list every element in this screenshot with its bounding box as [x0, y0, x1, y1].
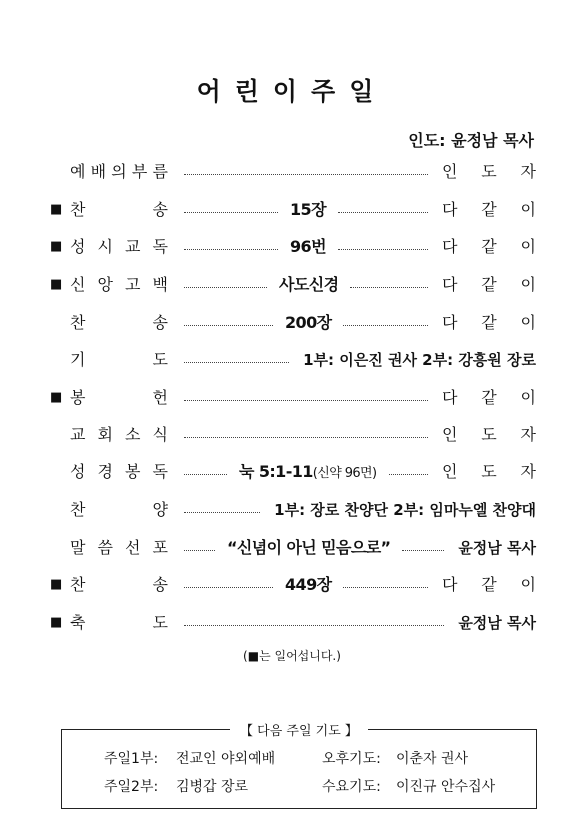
worship-item-label: 말 씀 선 포 — [70, 538, 168, 557]
standing-marker: ■ — [50, 390, 63, 405]
worship-item — [50, 386, 536, 410]
worship-item-detail: 사도신경 — [279, 275, 339, 294]
worship-item-leader: 윤정남 목사 — [458, 539, 536, 557]
worship-item-label: 찬 송 — [70, 313, 168, 332]
dot-leader — [184, 573, 273, 588]
worship-item — [50, 536, 536, 560]
worship-item-label: 예 배 의 부 름 — [70, 162, 168, 181]
worship-item-leader: 1부: 이은진 권사 2부: 강흥원 장로 — [303, 351, 536, 369]
service-leader: 인도: 윤정남 목사 — [408, 131, 534, 150]
standing-marker: ■ — [50, 202, 63, 217]
standing-marker: ■ — [50, 277, 63, 292]
dot-leader — [338, 235, 428, 250]
worship-item-leader: 1부: 장로 찬양단 2부: 임마누엘 찬양대 — [274, 501, 536, 519]
worship-item-leader: 다 같 이 — [442, 237, 536, 256]
worship-item — [50, 311, 536, 335]
worship-item-leader: 다 같 이 — [442, 275, 536, 294]
dot-leader — [184, 160, 428, 175]
worship-item-detail: 449장 — [285, 575, 332, 594]
next-week-prayer-box — [61, 724, 537, 809]
worship-item-label: 찬 송 — [70, 200, 168, 219]
dot-leader — [184, 348, 289, 363]
worship-item-leader: 인 도 자 — [442, 162, 536, 181]
worship-item — [50, 423, 536, 447]
dot-leader — [184, 611, 444, 626]
page-title: 어린이주일 — [196, 77, 388, 106]
dot-leader — [184, 311, 273, 326]
prayer-item: 주일1부: 전교인 야외예배 — [104, 751, 276, 767]
worship-item-label: 봉 헌 — [70, 388, 168, 407]
standing-marker: ■ — [50, 239, 63, 254]
worship-item — [50, 498, 536, 522]
worship-item — [50, 611, 536, 635]
standing-marker: ■ — [50, 577, 63, 592]
dot-leader — [402, 536, 444, 551]
dot-leader — [184, 235, 278, 250]
worship-item — [50, 348, 536, 372]
dot-leader — [184, 198, 278, 213]
dot-leader — [343, 311, 428, 326]
worship-item — [50, 273, 536, 297]
dot-leader — [184, 498, 260, 513]
worship-item-detail: 눅 5:1-11(신약 96면) — [239, 462, 377, 481]
worship-item-leader: 인 도 자 — [442, 425, 536, 444]
worship-item — [50, 573, 536, 597]
worship-item-leader: 다 같 이 — [442, 313, 536, 332]
worship-item-leader: 윤정남 목사 — [458, 614, 536, 632]
dot-leader — [184, 536, 215, 551]
prayer-item: 주일2부: 김병갑 장로 — [104, 779, 249, 795]
dot-leader — [184, 423, 428, 438]
prayer-item: 수요기도: 이진규 안수집사 — [322, 779, 496, 795]
standing-marker: ■ — [50, 615, 63, 630]
worship-item-label: 기 도 — [70, 350, 168, 369]
worship-item-leader: 인 도 자 — [442, 462, 536, 481]
prayer-box-title: 【 다음 주일 기도 】 — [230, 724, 368, 739]
worship-item-label: 성 경 봉 독 — [70, 462, 168, 481]
worship-item-leader: 다 같 이 — [442, 388, 536, 407]
worship-item-label: 찬 송 — [70, 575, 168, 594]
dot-leader — [343, 573, 428, 588]
worship-item-label: 찬 양 — [70, 500, 168, 519]
worship-item-label: 신 앙 고 백 — [70, 275, 168, 294]
worship-item — [50, 235, 536, 259]
worship-item — [50, 198, 536, 222]
dot-leader — [350, 273, 428, 288]
worship-item-detail: 96번 — [290, 237, 326, 256]
worship-item-leader: 다 같 이 — [442, 200, 536, 219]
worship-item-detail: “신념이 아닌 믿음으로” — [227, 538, 391, 557]
dot-leader — [184, 273, 267, 288]
standing-note: (■는 일어섭니다.) — [243, 649, 341, 663]
worship-item — [50, 160, 536, 184]
worship-item-detail: 200장 — [285, 313, 332, 332]
dot-leader — [338, 198, 428, 213]
worship-item-label: 성 시 교 독 — [70, 237, 168, 256]
worship-item-label: 교 회 소 식 — [70, 425, 168, 444]
dot-leader — [184, 460, 227, 475]
worship-item-detail: 15장 — [290, 200, 326, 219]
dot-leader — [184, 386, 428, 401]
dot-leader — [389, 460, 428, 475]
worship-item-label: 축 도 — [70, 613, 168, 632]
worship-item-leader: 다 같 이 — [442, 575, 536, 594]
prayer-item: 오후기도: 이춘자 권사 — [322, 751, 469, 767]
worship-item — [50, 460, 536, 484]
